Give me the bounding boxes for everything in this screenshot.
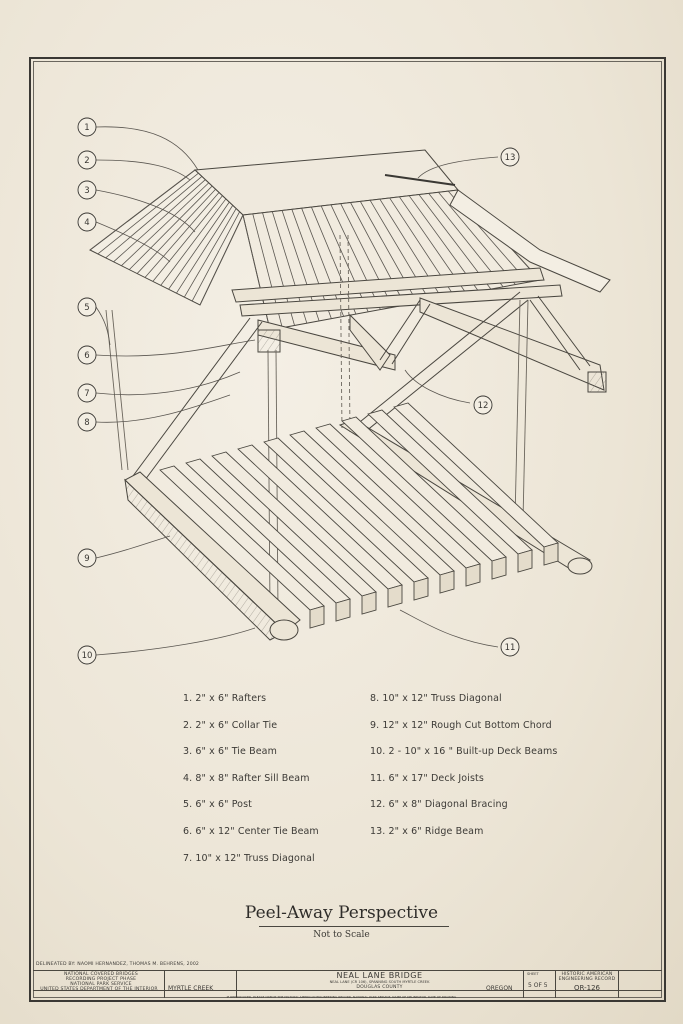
county: DOUGLAS COUNTY: [356, 985, 403, 990]
legend-item: 5. 6" x 6" Post: [183, 799, 252, 811]
callout-number: 2: [84, 156, 90, 167]
deck-joist-end: [544, 543, 558, 565]
callout-number: 13: [504, 153, 516, 164]
title-block-divider-1: [164, 970, 165, 998]
bridge-subtitle: NEAL LANE (CR 106), SPANNING SOUTH MYRTLE CREEK: [329, 980, 430, 984]
legend-item: 12. 6" x 8" Diagonal Bracing: [370, 799, 508, 811]
delineator-credit: DELINEATED BY: NAOMI HERNANDEZ, THOMAS M. BEHRENS, 2002: [36, 962, 200, 967]
deck-joist-end: [388, 585, 402, 607]
legend-item: 8. 10" x 12" Truss Diagonal: [370, 693, 502, 704]
deck-joist-end: [310, 606, 324, 628]
legend-item: 11. 6" x 17" Deck Joists: [370, 772, 484, 784]
title-underline: [259, 926, 449, 927]
legend-item: 7. 10" x 12" Truss Diagonal: [183, 852, 315, 864]
deck-joist-end: [336, 599, 350, 621]
sheet-number: 5 OF 5: [528, 982, 548, 989]
reproduction-footer: IF REPRODUCED, PLEASE CREDIT THE HISTORIC AMERICAN ENGINEERING RECORD, NATIONAL PARK SERVICE, NAME OF DELINEATOR, DATE OF DRAWING: [226, 995, 457, 999]
bridge-name: NEAL LANE BRIDGE: [336, 971, 423, 980]
callout-number: 8: [84, 418, 90, 429]
callout-number: 4: [84, 218, 90, 229]
location-left: MYRTLE CREEK: [168, 985, 214, 992]
callout-number: 3: [84, 186, 90, 197]
sheet-label: SHEET: [527, 972, 539, 976]
legend-item: 10. 2 - 10" x 16 " Built-up Deck Beams: [370, 746, 558, 758]
drawing-subtitle: Not to Scale: [313, 930, 370, 940]
legend-item: 4. 8" x 8" Rafter Sill Beam: [183, 772, 310, 784]
agency-line-1: NATIONAL COVERED BRIDGES: [64, 972, 138, 977]
legend-item: 9. 12" x 12" Rough Cut Bottom Chord: [370, 719, 552, 731]
agency-line-4: UNITED STATES DEPARTMENT OF THE INTERIOR: [40, 987, 158, 992]
deck-joist-end: [466, 564, 480, 586]
callout-number: 9: [84, 554, 90, 565]
callout-number: 12: [477, 401, 489, 412]
agency-line-2: RECORDING PROJECT PHASE: [65, 977, 137, 982]
title-block-divider-5: [618, 970, 619, 998]
state: OREGON: [486, 985, 513, 992]
record-line-2: ENGINEERING RECORD: [558, 977, 616, 982]
callout-number: 7: [84, 389, 90, 400]
callout-number: 1: [84, 123, 90, 134]
deck-joist-end: [362, 592, 376, 614]
deck-joist-end: [414, 578, 428, 600]
legend-item: 2. 2" x 6" Collar Tie: [183, 719, 278, 731]
legend-item: 13. 2" x 6" Ridge Beam: [370, 826, 484, 837]
deck-joist-end: [492, 557, 506, 579]
callout-number: 5: [84, 303, 90, 314]
title-block-divider-3: [523, 970, 524, 998]
deck-joist-end: [440, 571, 454, 593]
deck-joist-end: [518, 550, 532, 572]
legend-item: 1. 2" x 6" Rafters: [183, 693, 267, 704]
record-line-1: HISTORIC AMERICAN: [561, 972, 613, 977]
callout-number: 10: [81, 651, 93, 662]
callout-number: 6: [84, 351, 90, 362]
agency-line-3: NATIONAL PARK SERVICE: [70, 982, 132, 987]
drawing-title: Peel-Away Perspective: [244, 903, 439, 923]
legend-item: 6. 6" x 12" Center Tie Beam: [183, 826, 319, 837]
legend-item: 3. 6" x 6" Tie Beam: [183, 746, 277, 758]
callout-number: 11: [504, 643, 516, 654]
record-number: OR-126: [574, 984, 600, 992]
